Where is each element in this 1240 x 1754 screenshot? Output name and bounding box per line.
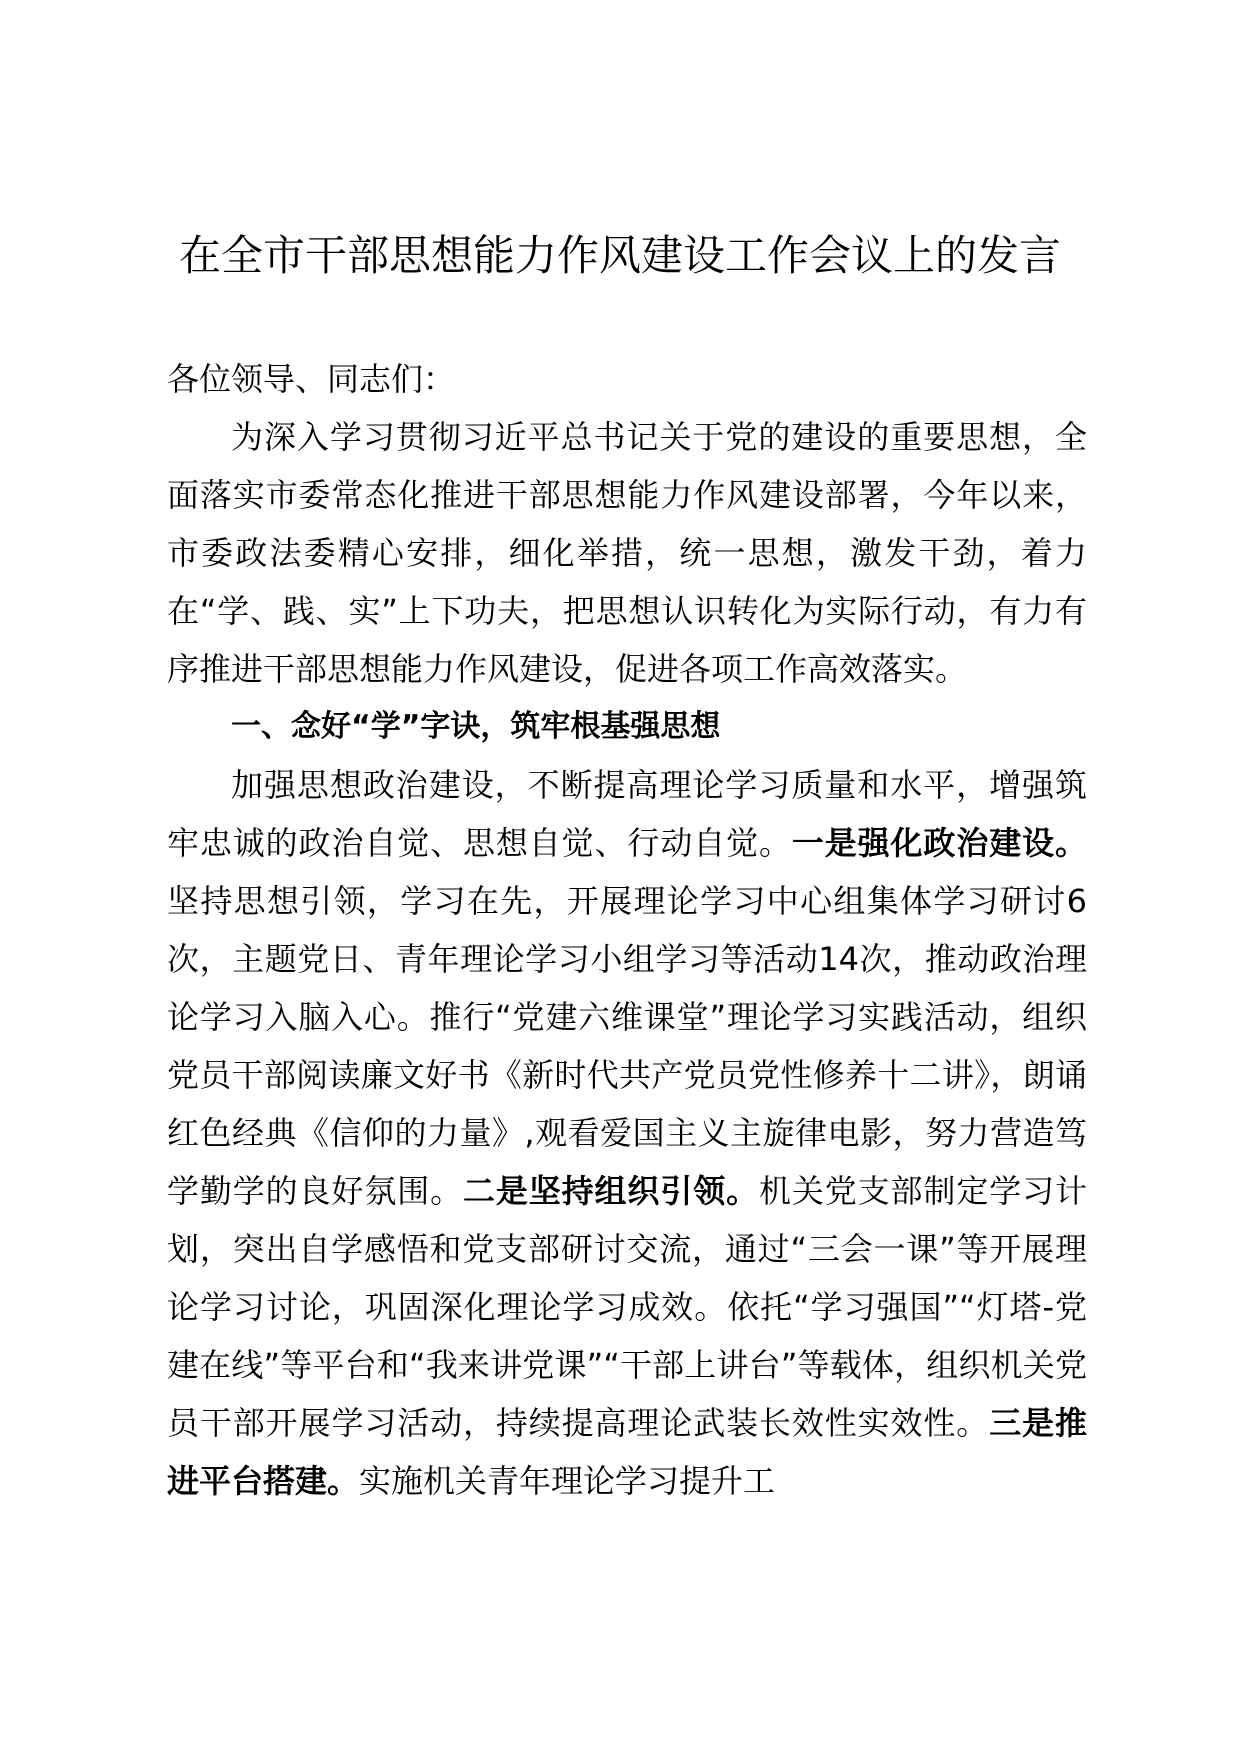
salutation: 各位领导、同志们： xyxy=(167,360,456,398)
point-3-text: 实施机关青年理论学习提升工 xyxy=(359,1462,776,1500)
document-title: 在全市干部思想能力作风建设工作会议上的发言 xyxy=(178,231,1061,280)
point-1-title: 一是强化政治建设。 xyxy=(791,824,1087,862)
section-lead: 加强思想政治建设，不断提高理论学习质量和水平，增强筑牢忠诚的政治自觉、思想自觉、行动自觉。 xyxy=(167,766,1087,862)
section-paragraph xyxy=(167,756,1087,1510)
point-1-text: 坚持思想引领，学习在先，开展理论学习中心组集体学习研讨6次，主题党日、青年理论学习小组学习等活动14次，推动政治理论学习入脑入心。推行“党建六维课堂”理论学习实践活动，组织党员干部阅读廉文好书《新时代共产党员党性修养十二讲》，朗诵红色经典《信仰的力量》,观看爱国主义主旋律电影，努力营造笃学勤学的良好氛围。 xyxy=(167,882,1087,1210)
point-3-title: 三是推进平台搭建。 xyxy=(167,1404,1087,1500)
section-heading: 一、念好“学”字诀，筑牢根基强思想 xyxy=(231,709,721,744)
point-2-text: 机关党支部制定学习计划，突出自学感悟和党支部研讨交流，通过“三会一课”等开展理论学习讨论，巩固深化理论学习成效。依托“学习强国”“灯塔-党建在线”等平台和“我来讲党课”“干部上讲台”等载体，组织机关党员干部开展学习活动，持续提高理论武装长效性实效性。 xyxy=(167,1172,1087,1442)
intro-paragraph: 为深入学习贯彻习近平总书记关于党的建设的重要思想，全面落实市委常态化推进干部思想能力作风建设部署，今年以来，市委政法委精心安排，细化举措，统一思想，激发干劲，着力在“学、践、实”上下功夫，把思想认识转化为实际行动，有力有序推进干部思想能力作风建设，促进各项工作高效落实。 xyxy=(167,418,1087,688)
document-body xyxy=(167,350,1087,1510)
point-2-title: 二是坚持组织引领。 xyxy=(463,1172,759,1210)
